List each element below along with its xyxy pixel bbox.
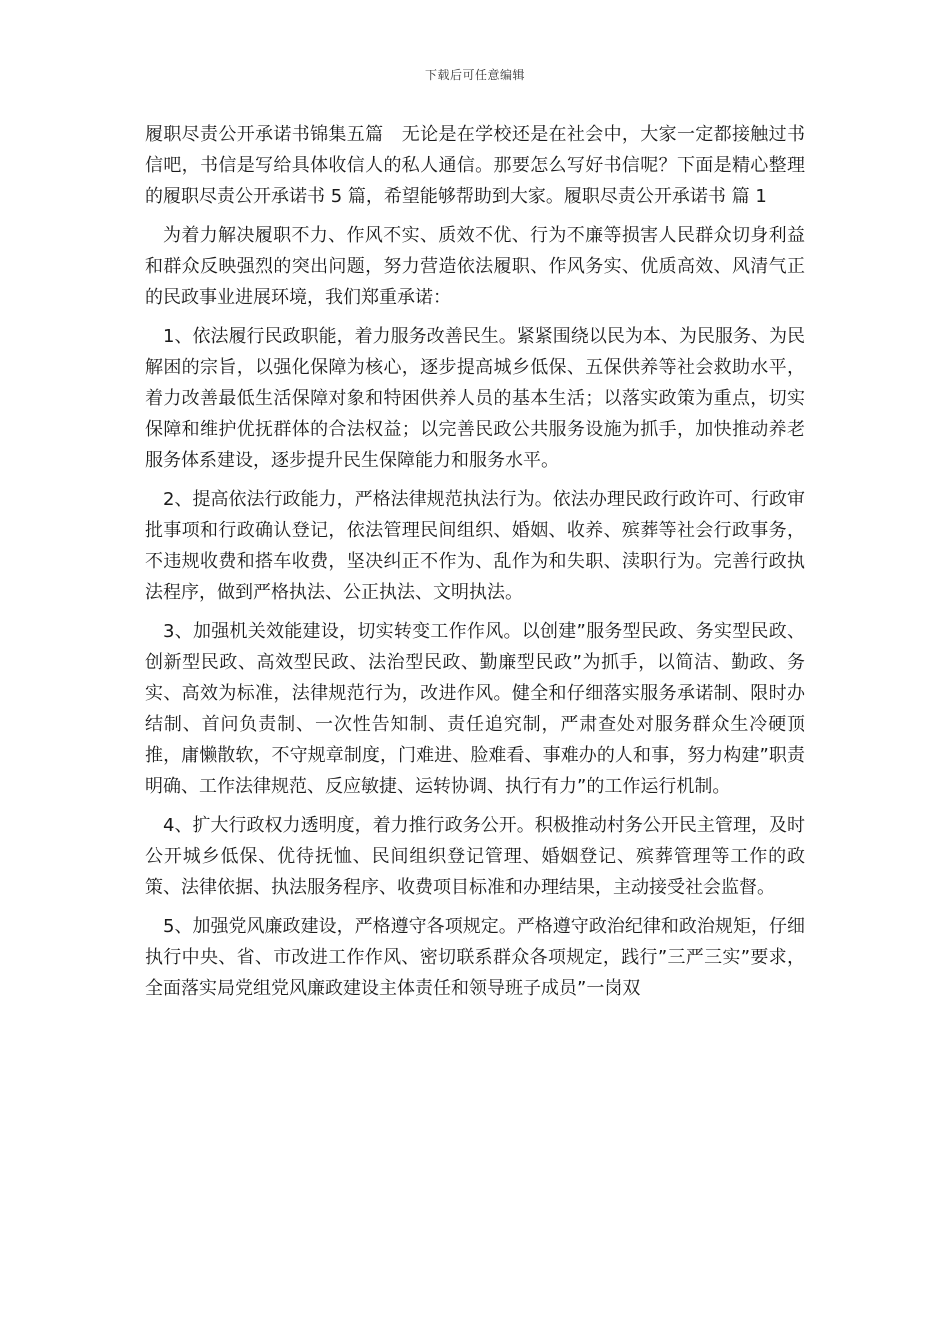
intro-paragraph: 履职尽责公开承诺书锦集五篇 无论是在学校还是在社会中，大家一定都接触过书信吧，书信是写给具体收信人的私人通信。那要怎么写好书信呢？下面是精心整理的履职尽责公开承诺书 5 篇，希望能够帮助到大家。履职尽责公开承诺书 篇 1 [145,124,805,207]
commitment-item-4: 4、扩大行政权力透明度，着力推行政务公开。积极推动村务公开民主管理，及时公开城乡低保、优待抚恤、民间组织登记管理、婚姻登记、殡葬管理等工作的政策、法律依据、执法服务程序、收费项目标准和办理结果，主动接受社会监督。 [145,815,805,898]
commitment-item-3: 3、加强机关效能建设，切实转变工作作风。以创建”服务型民政、务实型民政、创新型民政、高效型民政、法治型民政、勤廉型民政”为抓手，以简洁、勤政、务实、高效为标准，法律规范行为，改进作风。健全和仔细落实服务承诺制、限时办结制、首问负责制、一次性告知制、责任追究制，严肃查处对服务群众生冷硬顶推，庸懒散软，不守规章制度，门难进、脸难看、事难办的人和事，努力构建”职责明确、工作法律规范、反应敏捷、运转协调、执行有力”的工作运行机制。 [145,621,805,797]
commitment-item-1: 1、依法履行民政职能，着力服务改善民生。紧紧围绕以民为本、为民服务、为民解困的宗旨，以强化保障为核心，逐步提高城乡低保、五保供养等社会救助水平，着力改善最低生活保障对象和特困供养人员的基本生活；以落实政策为重点，切实保障和维护优抚群体的合法权益；以完善民政公共服务设施为抓手，加快推动养老服务体系建设，逐步提升民生保障能力和服务水平。 [145,326,805,471]
opening-paragraph: 为着力解决履职不力、作风不实、质效不优、行为不廉等损害人民群众切身利益和群众反映强烈的突出问题，努力营造依法履职、作风务实、优质高效、风清气正的民政事业进展环境，我们郑重承诺： [145,225,805,308]
document-body [145,119,805,1012]
page-header: 下载后可任意编辑 [424,68,525,82]
commitment-item-5: 5、加强党风廉政建设，严格遵守各项规定。严格遵守政治纪律和政治规矩，仔细执行中央、省、市改进工作作风、密切联系群众各项规定，践行”三严三实”要求，全面落实局党组党风廉政建设主体责任和领导班子成员”一岗双 [145,916,805,999]
commitment-item-2: 2、提高依法行政能力，严格法律规范执法行为。依法办理民政行政许可、行政审批事项和行政确认登记，依法管理民间组织、婚姻、收养、殡葬等社会行政事务，不违规收费和搭车收费，坚决纠正不作为、乱作为和失职、渎职行为。完善行政执法程序，做到严格执法、公正执法、文明执法。 [145,489,805,603]
